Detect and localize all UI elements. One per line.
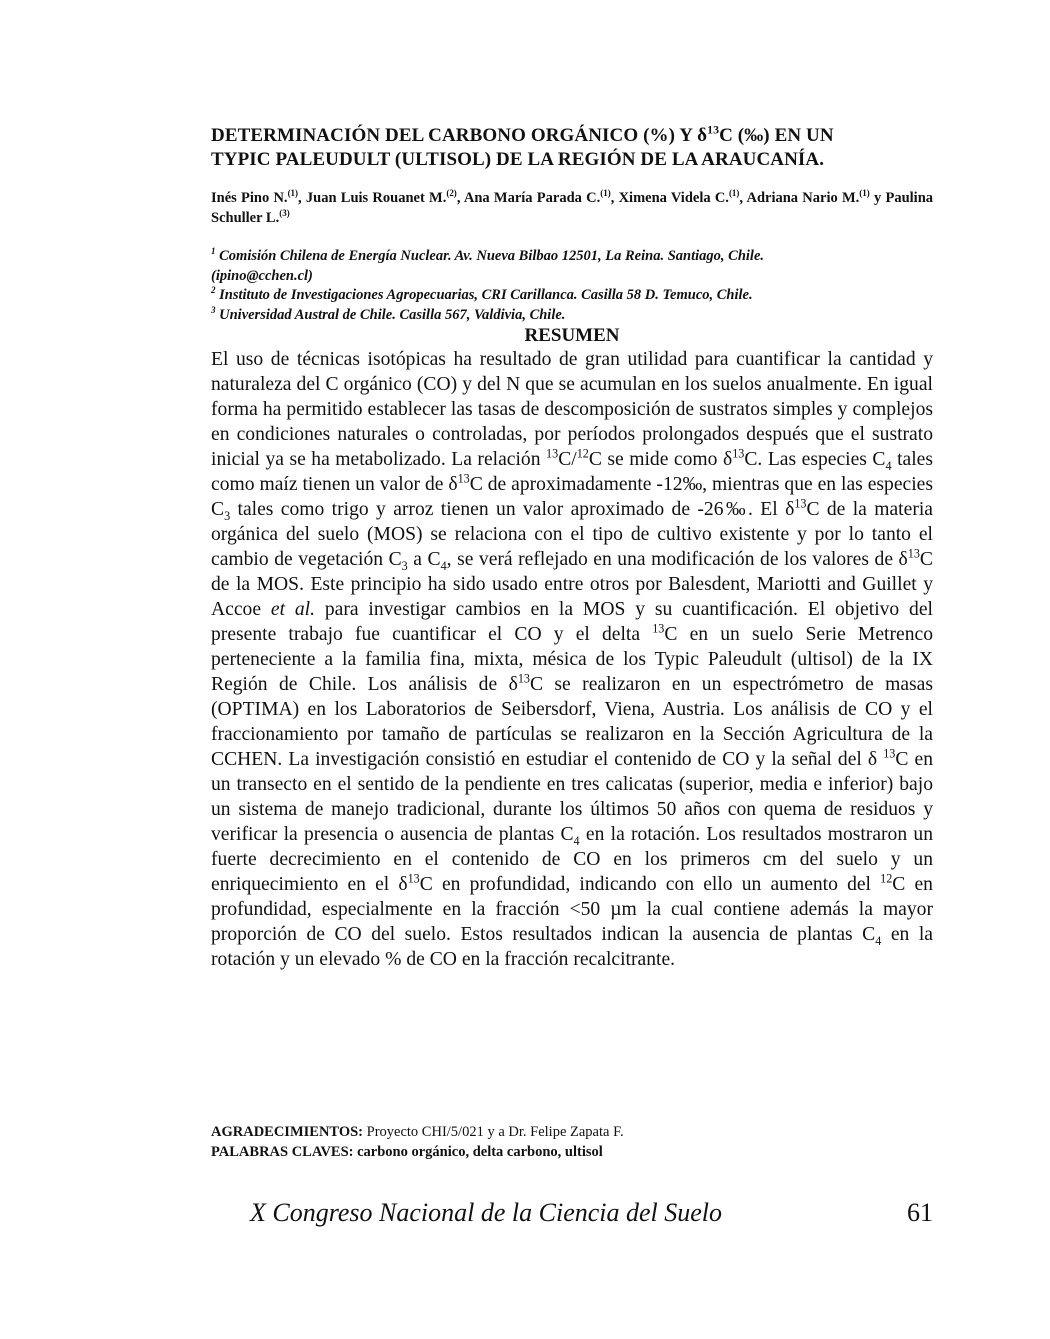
author-affiliation-mark: (1): [287, 188, 299, 199]
author-affiliation-mark: (1): [600, 188, 611, 199]
abstract-text: para investigar cambios en la MOS y su cuantificación. El objetivo del presente trabajo fue cuantificar el CO y el delta: [211, 599, 933, 645]
author-separator: ,: [298, 190, 306, 206]
abstract-superscript: 13: [457, 471, 470, 486]
keywords-label: PALABRAS CLAVES:: [211, 1144, 354, 1160]
author-name: Paulina Schuller L.: [211, 190, 934, 226]
acknowledgements-label: AGRADECIMIENTOS:: [211, 1124, 364, 1140]
affiliation-item: [211, 247, 933, 267]
affiliation-number: 1: [211, 246, 216, 257]
abstract-superscript: 13: [517, 671, 530, 686]
title-line1-part1: DETERMINACIÓN DEL CARBONO ORGÁNICO (%) Y δ: [211, 125, 708, 146]
abstract-text: C de la materia orgánica del suelo (MOS) se relaciona con el tipo de cultivo existente y por lo tanto el cambio de vegetación C: [211, 499, 933, 570]
conference-title: X Congreso Nacional de la Ciencia del Suelo: [250, 1198, 723, 1227]
abstract-subscript: 4: [440, 558, 447, 573]
author-list: [211, 188, 933, 228]
abstract-text: tales como trigo y arroz tienen un valor aproximado de -26‰. El δ: [230, 499, 795, 520]
author-name: Inés Pino N.: [211, 190, 288, 206]
affiliation-item: [211, 267, 933, 287]
affiliation-item: [211, 306, 933, 326]
author-separator: ,: [610, 190, 619, 206]
abstract-superscript: 13: [546, 446, 559, 461]
abstract-text: C se realizaron en un espectrómetro de masas (OPTIMA) en los Laboratorios de Seibersdorf, Viena, Austria. Los análisis de CO y el fraccionamiento por tamaño de partículas se realizaron en la Sección Agricultura de la CCHEN. La investigación consistió en estudiar el contenido de CO y la señal del δ: [211, 674, 933, 770]
author-separator: ,: [739, 190, 747, 206]
abstract-text: C en profundidad, especialmente en la fracción <50 µm la cual contiene además la mayor proporción de CO del suelo. Estos resultados indican la ausencia de plantas C: [211, 874, 933, 945]
title-line2: TYPIC PALEUDULT (ULTISOL) DE LA REGIÓN DE LA ARAUCANÍA.: [211, 149, 825, 170]
acknowledgements: [211, 1122, 933, 1142]
affiliation-item: [211, 286, 933, 306]
author-name: Adriana Nario M.: [746, 190, 860, 206]
abstract-subscript: 4: [875, 933, 882, 948]
abstract-body: [211, 347, 933, 972]
abstract-subscript: 3: [224, 508, 231, 523]
abstract-text: en la rotación. Los resultados mostraron un fuerte decrecimiento en el contenido de CO en los primeros cm del suelo y un enriquecimiento en el δ: [211, 824, 933, 895]
abstract-superscript: 13: [732, 446, 745, 461]
author-affiliation-mark: (3): [279, 208, 290, 219]
author-affiliation-mark: (1): [728, 188, 740, 199]
abstract-subscript: 4: [573, 833, 580, 848]
abstract-subscript: 3: [401, 558, 408, 573]
paper-page: [211, 124, 933, 972]
abstract-italic: et al.: [270, 599, 315, 620]
affiliation-number: 3: [211, 304, 216, 315]
abstract-text: C/: [558, 449, 577, 470]
affiliation-text: (ipino@cchen.cl): [211, 267, 313, 284]
abstract-text: en la rotación y un elevado % de CO en la fracción recalcitrante.: [211, 924, 934, 970]
abstract-superscript: 13: [794, 496, 807, 511]
abstract-superscript: 12: [880, 871, 893, 886]
page-footer: [250, 1196, 933, 1230]
author-separator: y: [869, 190, 886, 206]
abstract-text: a C: [407, 549, 441, 570]
abstract-subscript: 4: [885, 458, 892, 473]
acknowledgements-text: Proyecto CHI/5/021 y a Dr. Felipe Zapata F.: [363, 1124, 624, 1140]
author-name: Ximena Videla C.: [618, 190, 729, 206]
paper-title: [211, 124, 933, 172]
page-number: 61: [907, 1198, 933, 1227]
abstract-text: C en un suelo Serie Metrenco perteneciente a la familia fina, mixta, mésica de los Typic Paleudult (ultisol) de la IX Región de Chile. Los análisis de δ: [211, 624, 933, 695]
abstract-heading: RESUMEN: [524, 325, 620, 346]
author-name: Ana María Parada C.: [463, 190, 601, 206]
keywords: [211, 1142, 933, 1162]
abstract-text: El uso de técnicas isotópicas ha resultado de gran utilidad para cuantificar la cantidad y naturaleza del C orgánico (CO) y del N que se acumulan en los suelos anualmente. En igual forma ha permitido establecer las tasas de descomposición de sustratos simples y complejos en condiciones naturales o controladas, por períodos prolongados después que el sustrato inicial ya se ha metabolizado. La relación: [211, 349, 933, 470]
author-separator: ,: [456, 190, 464, 206]
abstract-superscript: 13: [907, 546, 920, 561]
abstract-superscript: 13: [407, 871, 420, 886]
affiliation-text: Instituto de Investigaciones Agropecuarias, CRI Carillanca. Casilla 58 D. Temuco, Chile.: [215, 287, 753, 303]
abstract-superscript: 12: [576, 446, 589, 461]
abstract-text: C en profundidad, indicando con ello un aumento del: [419, 874, 881, 895]
author-affiliation-mark: (1): [859, 188, 870, 199]
acknowledgements-block: [211, 1122, 933, 1162]
abstract-superscript: 13: [883, 746, 896, 761]
author-name: Juan Luis Rouanet M.: [305, 190, 447, 206]
abstract-text: C. Las especies C: [744, 449, 886, 470]
keywords-text: carbono orgánico, delta carbono, ultisol: [353, 1144, 603, 1160]
affiliation-list: [211, 247, 933, 325]
abstract-text: C se mide como δ: [588, 449, 733, 470]
affiliation-text: Universidad Austral de Chile. Casilla 567, Valdivia, Chile.: [215, 306, 566, 323]
abstract-text: , se verá reflejado en una modificación de los valores de δ: [446, 549, 908, 570]
abstract-text: C en un transecto en el sentido de la pendiente en tres calicatas (superior, media e inferior) bajo un sistema de manejo tradicional, durante los últimos 50 años con quema de residuos y verificar la presencia o ausencia de plantas C: [211, 749, 933, 845]
abstract-text: C de aproximadamente -12‰, mientras que en las especies C: [211, 474, 933, 520]
abstract-superscript: 13: [652, 621, 665, 636]
affiliation-number: 2: [211, 285, 216, 296]
abstract-text: C de la MOS. Este principio ha sido usado entre otros por Balesdent, Mariotti and Guillet y Accoe: [211, 549, 933, 620]
author-affiliation-mark: (2): [446, 188, 457, 199]
affiliation-text: Comisión Chilena de Energía Nuclear. Av. Nueva Bilbao 12501, La Reina. Santiago, Chile.: [215, 248, 765, 264]
title-line1-part2: C (‰) EN UN: [719, 125, 834, 146]
abstract-text: tales como maíz tienen un valor de δ: [211, 449, 933, 495]
title-line1-sup: 13: [707, 123, 720, 137]
